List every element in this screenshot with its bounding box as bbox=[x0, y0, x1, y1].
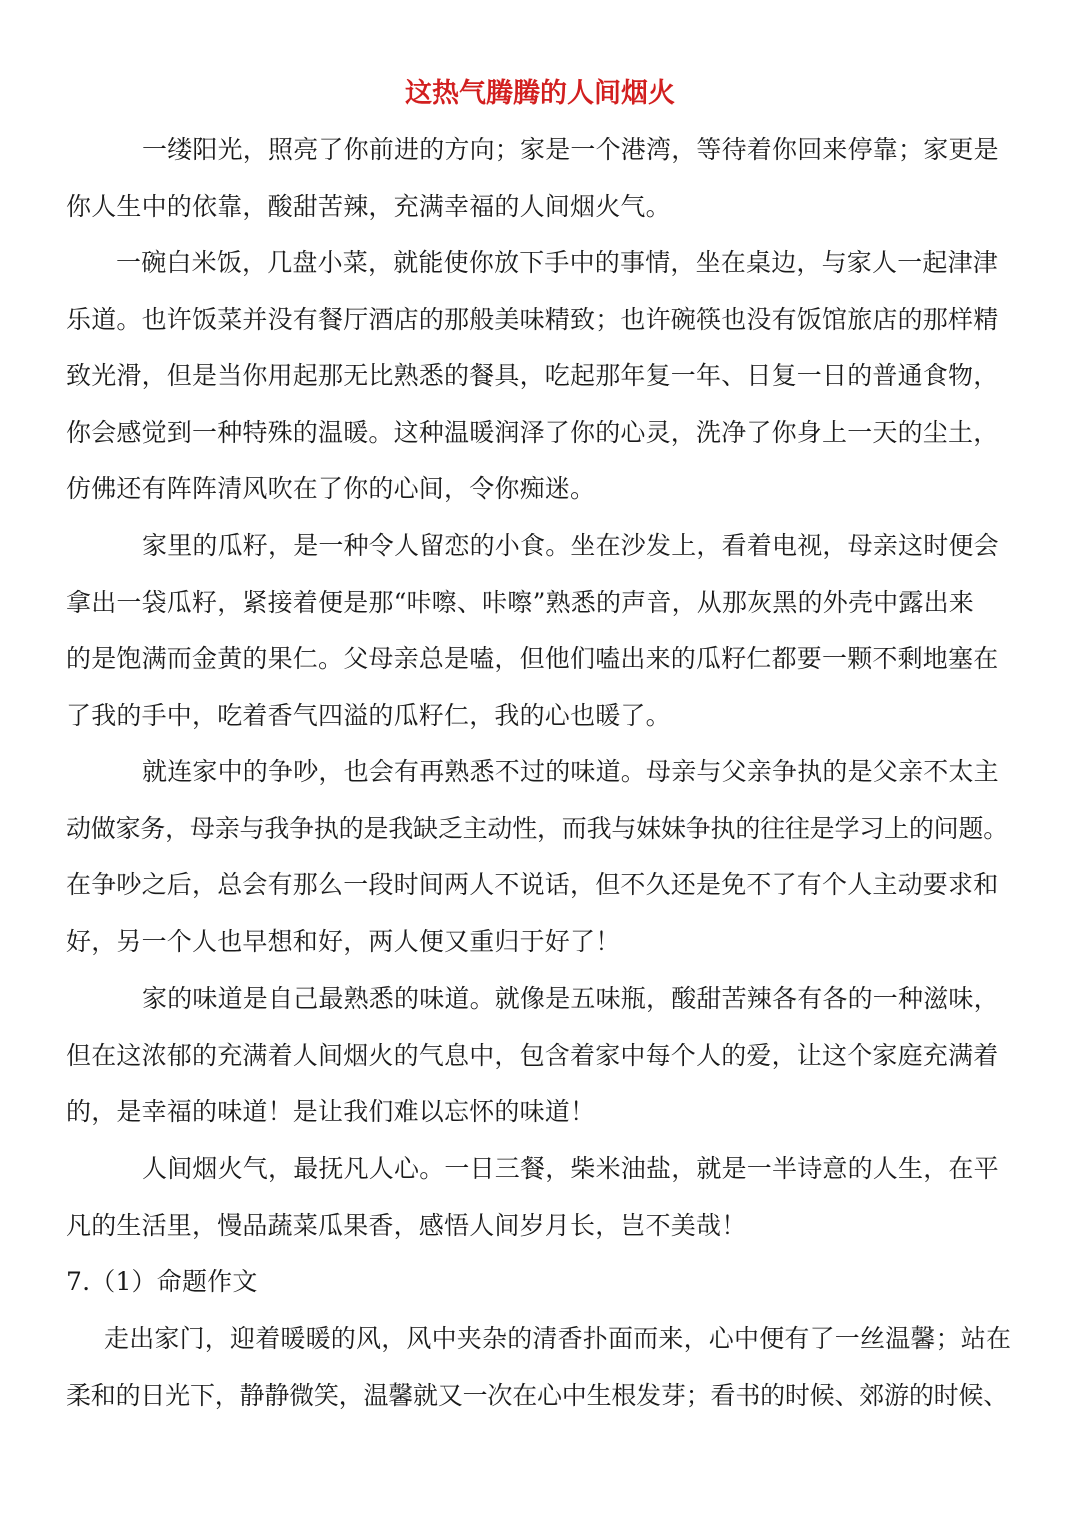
paragraph-6 bbox=[66, 1141, 1016, 1254]
paragraph-line: 致光滑，但是当你用起那无比熟悉的餐具，吃起那年复一年、日复一日的普通食物， bbox=[66, 361, 999, 391]
paragraph-8 bbox=[66, 1311, 1016, 1424]
section-heading-text: 7.（1）命题作文 bbox=[66, 1267, 258, 1296]
paragraph-line: 了我的手中，吃着香气四溢的瓜籽仁，我的心也暖了。 bbox=[66, 700, 671, 730]
paragraph-line: 走出家门，迎着暖暖的风，风中夹杂的清香扑面而来，心中便有了一丝温馨；站在 bbox=[104, 1324, 1012, 1353]
paragraph-line: 家的味道是自己最熟悉的味道。就像是五味瓶，酸甜苦辣各有各的一种滋味， bbox=[142, 984, 999, 1013]
section-heading bbox=[66, 1254, 1016, 1311]
paragraph-line: 乐道。也许饭菜并没有餐厅酒店的那般美味精致；也许碗筷也没有饭馆旅店的那样精 bbox=[66, 304, 999, 334]
paragraph-line: 好，另一个人也早想和好，两人便又重归于好了！ bbox=[66, 926, 621, 956]
paragraph-5 bbox=[66, 971, 1016, 1141]
paragraph-line: 在争吵之后，总会有那么一段时间两人不说话，但不久还是免不了有个人主动要求和 bbox=[66, 870, 999, 900]
paragraph-line: 的，是幸福的味道！是让我们难以忘怀的味道！ bbox=[66, 1097, 596, 1127]
paragraph-line: 就连家中的争吵，也会有再熟悉不过的味道。母亲与父亲争执的是父亲不太主 bbox=[142, 757, 999, 786]
paragraph-line: 凡的生活里，慢品蔬菜瓜果香，感悟人间岁月长，岂不美哉！ bbox=[66, 1210, 747, 1240]
paragraph-1 bbox=[66, 122, 1016, 235]
paragraph-line: 家里的瓜籽，是一种令人留恋的小食。坐在沙发上，看着电视，母亲这时便会 bbox=[142, 531, 999, 560]
paragraph-2 bbox=[66, 235, 1016, 518]
paragraph-line: 人间烟火气，最抚凡人心。一日三餐，柴米油盐，就是一半诗意的人生，在平 bbox=[142, 1154, 999, 1183]
paragraph-line: 你人生中的依靠，酸甜苦辣，充满幸福的人间烟火气。 bbox=[66, 191, 671, 221]
document-title: 这热气腾腾的人间烟火 bbox=[405, 78, 675, 109]
paragraph-line: 仿佛还有阵阵清风吹在了你的心间，令你痴迷。 bbox=[66, 474, 596, 504]
paragraph-4 bbox=[66, 744, 1016, 970]
paragraph-line: 拿出一袋瓜籽，紧接着便是那“咔嚓、咔嚓”熟悉的声音，从那灰黑的外壳中露出来 bbox=[66, 587, 974, 617]
paragraph-line: 但在这浓郁的充满着人间烟火的气息中，包含着家中每个人的爱，让这个家庭充满着 bbox=[66, 1040, 999, 1070]
paragraph-line: 你会感觉到一种特殊的温暖。这种温暖润泽了你的心灵，洗净了你身上一天的尘土， bbox=[66, 417, 999, 447]
paragraph-line: 柔和的日光下，静静微笑，温馨就又一次在心中生根发芽；看书的时候、郊游的时候、 bbox=[66, 1380, 1009, 1410]
paragraph-3 bbox=[66, 518, 1016, 744]
paragraph-line: 的是饱满而金黄的果仁。父母亲总是嗑，但他们嗑出来的瓜籽仁都要一颗不剩地塞在 bbox=[66, 644, 999, 674]
paragraph-line: 一碗白米饭，几盘小菜，就能使你放下手中的事情，坐在桌边，与家人一起津津 bbox=[116, 248, 999, 277]
paragraph-line: 动做家务，母亲与我争执的是我缺乏主动性，而我与妹妹争执的往往是学习上的问题。 bbox=[66, 813, 1009, 843]
paragraph-line: 一缕阳光，照亮了你前进的方向；家是一个港湾，等待着你回来停靠；家更是 bbox=[142, 135, 999, 164]
